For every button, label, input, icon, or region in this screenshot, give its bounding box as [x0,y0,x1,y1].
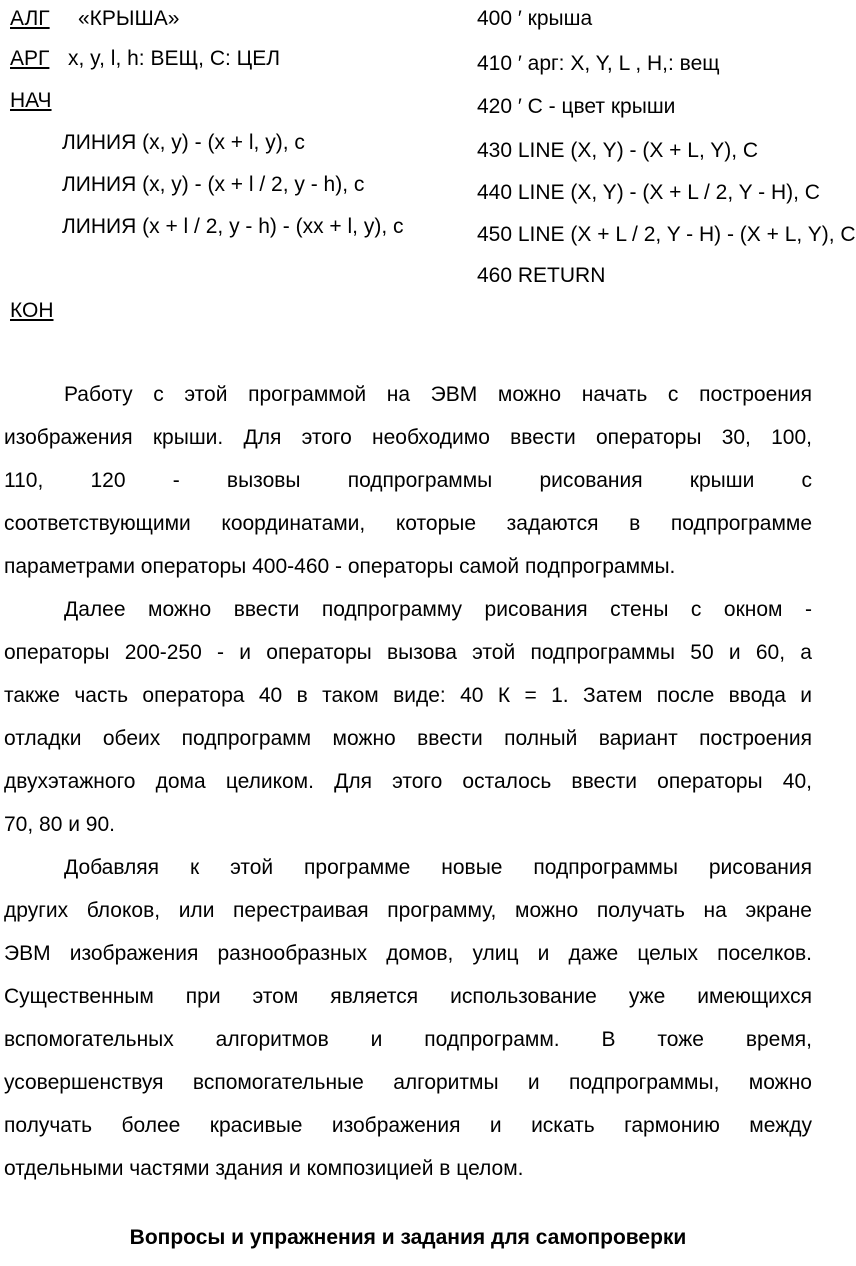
end-keyword: КОН [10,299,54,322]
program-line: 420 ′ C - цвет крыши [477,95,676,118]
program-line: 440 LINE (X, Y) - (X + L / 2, Y - H), C [477,181,820,204]
paragraph-line: 110, 120 - вызовы подпрограммы рисования крыши с [4,469,812,492]
program-block [0,0,856,300]
paragraph-line: усовершенствуя вспомогательные алгоритмы и подпрограммы, можно [4,1071,812,1094]
paragraph-line: других блоков, или перестраивая программу, можно получать на экране [4,899,812,922]
paragraph-line: отладки обеих подпрограмм можно ввести полный вариант построения [4,727,812,750]
alg-keyword: АЛГ [10,7,50,30]
begin-keyword: НАЧ [10,89,52,112]
arg-list: x, y, l, h: ВЕЩ, С: ЦЕЛ [68,47,280,70]
program-line: 460 RETURN [477,264,606,287]
paragraph-line: ЭВМ изображения разнообразных домов, улиц и даже целых поселков. [4,942,812,965]
alg-name: «КРЫША» [78,7,180,30]
paragraph-line: соответствующими координатами, которые задаются в подпрограмме [4,512,812,535]
paragraph-line: Существенным при этом является использование уже имеющихся [4,985,812,1008]
paragraph-line: операторы 200-250 - и операторы вызова этой подпрограммы 50 и 60, а [4,641,812,664]
alg-line: ЛИНИЯ (x, y) - (x + l, y), c [62,131,305,154]
paragraph-line: 70, 80 и 90. [4,813,115,836]
paragraph-line: также часть оператора 40 в таком виде: 40 К = 1. Затем после ввода и [4,684,812,707]
paragraph-line: вспомогательных алгоритмов и подпрограмм. В тоже время, [4,1028,812,1051]
program-line: 450 LINE (X + L / 2, Y - H) - (X + L, Y), C [477,223,856,246]
alg-line: ЛИНИЯ (x + l / 2, y - h) - (xx + l, y), c [62,215,404,238]
paragraph-line: параметрами операторы 400-460 - операторы самой подпрограммы. [4,555,676,578]
paragraph-line: отдельными частями здания и композицией в целом. [4,1157,524,1180]
program-line: 430 LINE (X, Y) - (X + L, Y), C [477,139,759,162]
paragraph-line: двухэтажного дома целиком. Для этого осталось ввести операторы 40, [4,770,812,793]
arg-keyword: АРГ [10,47,50,70]
paragraph-line: Добавляя к этой программе новые подпрограммы рисования [64,856,812,879]
alg-line: ЛИНИЯ (x, y) - (x + l / 2, y - h), c [62,173,365,196]
section-heading: Вопросы и упражнения и задания для самопроверки [129,1226,687,1249]
paragraph-line: изображения крыши. Для этого необходимо ввести операторы 30, 100, [4,426,812,449]
program-line: 410 ′ арг: X, Y, L , H,: вещ [477,52,720,75]
program-line: 400 ′ крыша [477,7,593,30]
paragraph-line: Далее можно ввести подпрограмму рисования стены с окном - [64,598,812,621]
paragraph-line: получать более красивые изображения и искать гармонию между [4,1114,812,1137]
paragraph-line: Работу с этой программой на ЭВМ можно начать с построения [64,383,812,406]
